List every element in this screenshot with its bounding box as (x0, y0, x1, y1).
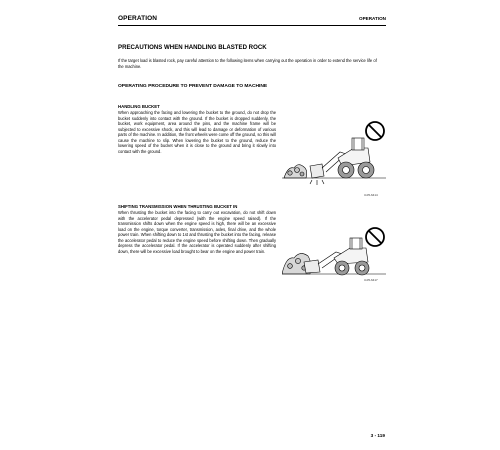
intro-paragraph: If the target load is blasted rock, pay careful attention to the following items when carrying out the operation in order to extend the service life of the machine. (118, 58, 377, 69)
figure-code-1: 3-05-6414 (364, 193, 378, 197)
thrust-shift-illustration (282, 226, 386, 284)
page-title: PRECAUTIONS WHEN HANDLING BLASTED ROCK (118, 44, 267, 51)
header-section-right: OPERATION (359, 16, 386, 21)
bucket-drop-illustration (282, 118, 386, 192)
header-rule (118, 25, 386, 26)
shifting-heading: SHIFTING TRANSMISSION WHEN THRUSTING BUCKET IN (118, 204, 238, 209)
header-section-left: OPERATION (118, 15, 158, 22)
handling-bucket-text: When approaching the facing and lowering the bucket to the ground, do not drop the bucket suddenly into contact with the ground. If the bucket is dropped suddenly, the bucket, work equipment, area around the pins, and the machine frame will be subjected to excessive shock, and this will lead to damage or deformation of various parts of the machine. In addition, the front wheels were come off the ground, so this will cause the machine to slip. When lowering the bucket to the ground, reduce the lowering speed of the bucket when it is close to the ground and bring it slowly into contact with the ground. (118, 110, 276, 154)
section-heading: OPERATING PROCEDURE TO PREVENT DAMAGE TO MACHINE (118, 84, 268, 89)
shifting-text: When thrusting the bucket into the facing to carry out excavation, do not shift down with the accelerator pedal depressed (with the engine speed raised). If the transmission shifts down when the engine speed is high, there will be an excessive load on the engine, torque converter, transmission, axles, final drive, and the whole power train. When shifting down to 1st and thrusting the bucket into the facing, release the accelerator pedal to reduce the engine speed before shifting down. Then gradually depress the accelerator pedal. If the accelerator is operated suddenly after shifting down, there will be excessive load brought to bear on the engine and power train. (118, 210, 276, 254)
page-number: 3 - 119 (370, 433, 385, 438)
page-header (118, 15, 386, 23)
manual-page (118, 12, 386, 440)
handling-bucket-heading: HANDLING BUCKET (118, 104, 160, 109)
figure-code-2: 3-05-6417 (364, 278, 378, 282)
